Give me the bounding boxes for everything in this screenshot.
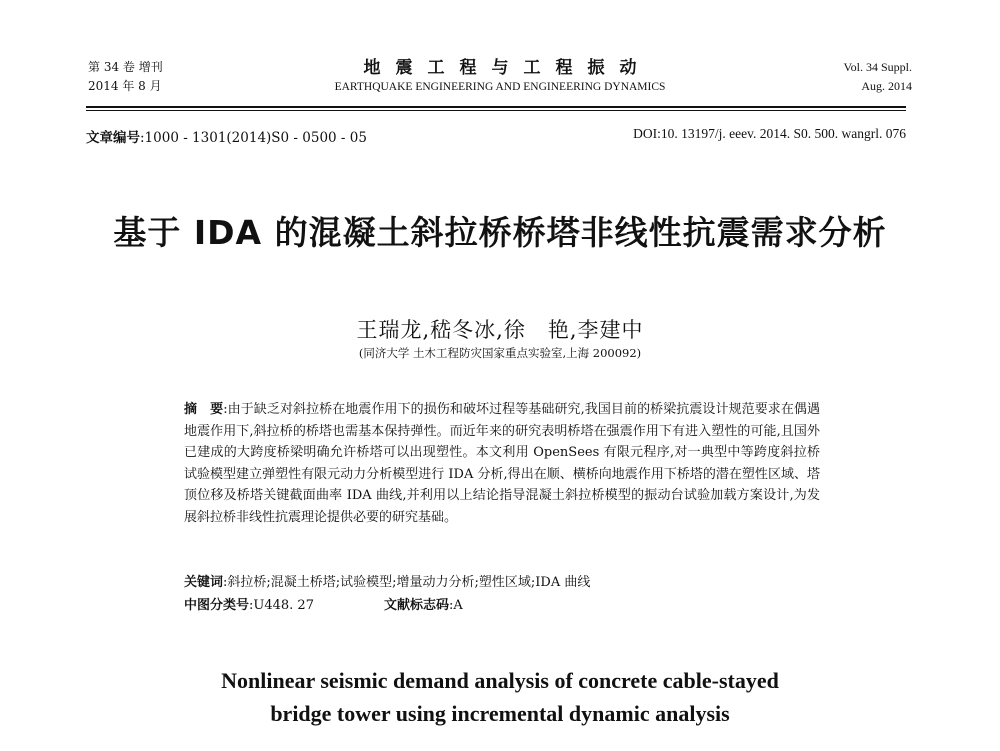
document-code <box>384 596 463 616</box>
abstract <box>184 399 820 529</box>
authors: 王瑞龙,嵇冬冰,徐 艳,李建中 <box>356 318 644 342</box>
paper-title-en <box>0 664 1000 730</box>
clc-label: 中图分类号 <box>184 598 250 613</box>
article-meta <box>86 126 906 148</box>
article-number-value: :1000 - 1301(2014)S0 - 0500 - 05 <box>140 130 367 146</box>
keywords <box>184 573 820 593</box>
clc-number <box>184 596 314 616</box>
date-en: Aug. 2014 <box>861 79 912 93</box>
paper-title-cn: 基于 IDA 的混凝土斜拉桥桥塔非线性抗震需求分析 <box>113 213 887 252</box>
keywords-text: :斜拉桥;混凝土桥塔;试验模型;增量动力分析;塑性区域;IDA 曲线 <box>223 575 591 590</box>
article-number <box>86 126 367 146</box>
volume-cn: 第 34 卷 增刊 <box>88 60 163 74</box>
doi: DOI:10. 13197/j. eeev. 2014. S0. 500. wangrl. 076 <box>633 126 906 141</box>
clc-value: :U448. 27 <box>249 598 314 613</box>
affiliation: (同济大学 土木工程防灾国家重点实验室,上海 200092) <box>358 346 642 360</box>
doc-code-label: 文献标志码 <box>384 598 450 613</box>
date-cn: 2014 年 8 月 <box>88 79 162 93</box>
article-number-label: 文章编号 <box>86 130 140 146</box>
classification-row <box>184 596 820 616</box>
header-rule-thin <box>86 110 906 111</box>
header-rule-thick <box>86 106 906 108</box>
journal-name-cn: 地震工程与工程振动 <box>363 58 652 78</box>
header-right <box>844 58 912 96</box>
paper-title-en-line1: Nonlinear seismic demand analysis of concrete cable-stayed <box>221 668 779 693</box>
volume-en: Vol. 34 Suppl. <box>843 60 912 74</box>
journal-header <box>0 58 1000 106</box>
abstract-label: 摘 要 <box>184 402 224 417</box>
paper-title-en-line2: bridge tower using incremental dynamic analysis <box>270 701 730 726</box>
doc-code-value: :A <box>449 598 463 613</box>
journal-name-en: EARTHQUAKE ENGINEERING AND ENGINEERING DYNAMICS <box>334 81 666 93</box>
keywords-label: 关键词 <box>184 575 224 590</box>
abstract-text: :由于缺乏对斜拉桥在地震作用下的损伤和破坏过程等基础研究,我国目前的桥梁抗震设计规范要求在偶遇地震作用下,斜拉桥的桥塔也需基本保持弹性。而近年来的研究表明桥塔在强震作用下有进入塑性的可能,且国外已建成的大跨度桥梁明确允许桥塔可以出现塑性。本文利用 OpenSees 有限元程序,对一典型中等跨度斜拉桥试验模型建立弹塑性有限元动力分析模型进行 IDA 分析,得出在顺、横桥向地震作用下桥塔的潜在塑性区域、塔顶位移及桥塔关键截面曲率 IDA 曲线,并利用以上结论指导混凝土斜拉桥模型的振动台试验加载方案设计,为发展斜拉桥非线性抗震理论提供必要的研究基础。 <box>184 402 820 525</box>
